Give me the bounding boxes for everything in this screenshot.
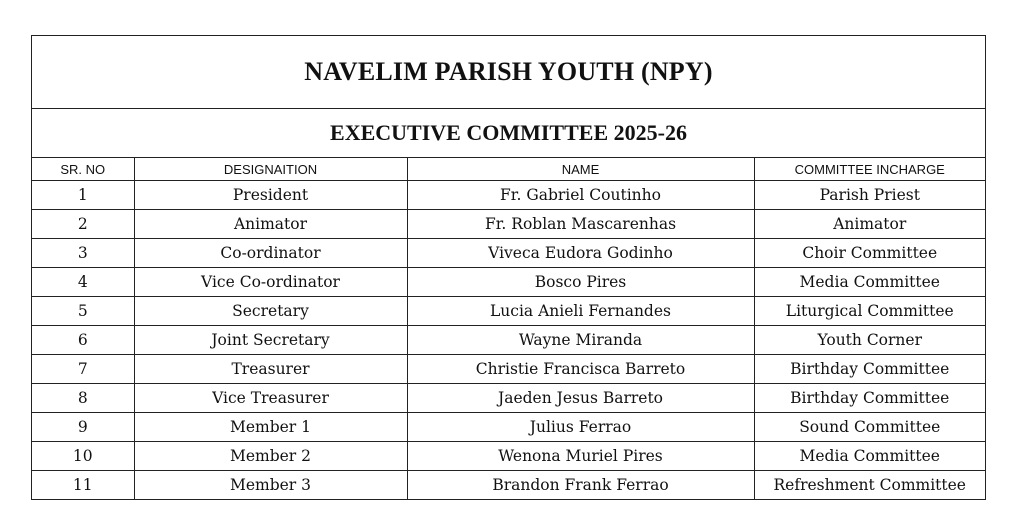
cell-designation: Member 2 bbox=[134, 442, 407, 471]
cell-name: Christie Francisca Barreto bbox=[407, 355, 754, 384]
cell-designation: Vice Treasurer bbox=[134, 384, 407, 413]
table-row bbox=[32, 471, 985, 500]
cell-committee: Liturgical Committee bbox=[754, 297, 985, 326]
cell-name: Jaeden Jesus Barreto bbox=[407, 384, 754, 413]
table-row bbox=[32, 239, 985, 268]
cell-sr-no: 11 bbox=[32, 471, 134, 500]
cell-sr-no: 1 bbox=[32, 181, 134, 210]
cell-committee: Youth Corner bbox=[754, 326, 985, 355]
table-row bbox=[32, 268, 985, 297]
cell-designation: Vice Co-ordinator bbox=[134, 268, 407, 297]
cell-designation: Animator bbox=[134, 210, 407, 239]
column-header-name: NAME bbox=[407, 158, 754, 181]
table-row bbox=[32, 326, 985, 355]
cell-committee: Animator bbox=[754, 210, 985, 239]
cell-sr-no: 5 bbox=[32, 297, 134, 326]
cell-designation: Co-ordinator bbox=[134, 239, 407, 268]
cell-sr-no: 8 bbox=[32, 384, 134, 413]
table-row bbox=[32, 384, 985, 413]
column-header-committee: COMMITTEE INCHARGE bbox=[754, 158, 985, 181]
cell-committee: Birthday Committee bbox=[754, 384, 985, 413]
cell-sr-no: 3 bbox=[32, 239, 134, 268]
column-header-designation: DESIGNAITION bbox=[134, 158, 407, 181]
document-subtitle: EXECUTIVE COMMITTEE 2025-26 bbox=[32, 109, 985, 158]
cell-name: Bosco Pires bbox=[407, 268, 754, 297]
cell-sr-no: 9 bbox=[32, 413, 134, 442]
table-row bbox=[32, 355, 985, 384]
table-row bbox=[32, 442, 985, 471]
cell-sr-no: 10 bbox=[32, 442, 134, 471]
document-title: NAVELIM PARISH YOUTH (NPY) bbox=[32, 36, 985, 109]
cell-name: Fr. Roblan Mascarenhas bbox=[407, 210, 754, 239]
cell-designation: Treasurer bbox=[134, 355, 407, 384]
cell-sr-no: 6 bbox=[32, 326, 134, 355]
cell-committee: Refreshment Committee bbox=[773, 476, 966, 494]
cell-sr-no: 2 bbox=[32, 210, 134, 239]
cell-designation: Joint Secretary bbox=[134, 326, 407, 355]
table-row bbox=[32, 297, 985, 326]
committee-table bbox=[32, 158, 985, 499]
cell-name: Viveca Eudora Godinho bbox=[407, 239, 754, 268]
cell-committee: Media Committee bbox=[754, 442, 985, 471]
table-row bbox=[32, 181, 985, 210]
cell-committee: Choir Committee bbox=[754, 239, 985, 268]
cell-committee: Media Committee bbox=[754, 268, 985, 297]
table-row bbox=[32, 210, 985, 239]
cell-designation: Secretary bbox=[134, 297, 407, 326]
cell-sr-no: 7 bbox=[32, 355, 134, 384]
cell-committee: Birthday Committee bbox=[754, 355, 985, 384]
table-row bbox=[32, 413, 985, 442]
cell-name: Wenona Muriel Pires bbox=[407, 442, 754, 471]
committee-sheet bbox=[31, 35, 986, 500]
cell-committee: Parish Priest bbox=[754, 181, 985, 210]
cell-name: Julius Ferrao bbox=[407, 413, 754, 442]
column-header-sr-no: SR. NO bbox=[32, 158, 134, 181]
cell-name: Fr. Gabriel Coutinho bbox=[407, 181, 754, 210]
cell-name: Brandon Frank Ferrao bbox=[407, 471, 754, 500]
cell-designation: Member 1 bbox=[134, 413, 407, 442]
cell-designation: President bbox=[134, 181, 407, 210]
cell-designation: Member 3 bbox=[134, 471, 407, 500]
table-header-row bbox=[32, 158, 985, 181]
cell-name: Wayne Miranda bbox=[407, 326, 754, 355]
cell-sr-no: 4 bbox=[32, 268, 134, 297]
cell-name: Lucia Anieli Fernandes bbox=[407, 297, 754, 326]
cell-committee: Sound Committee bbox=[754, 413, 985, 442]
